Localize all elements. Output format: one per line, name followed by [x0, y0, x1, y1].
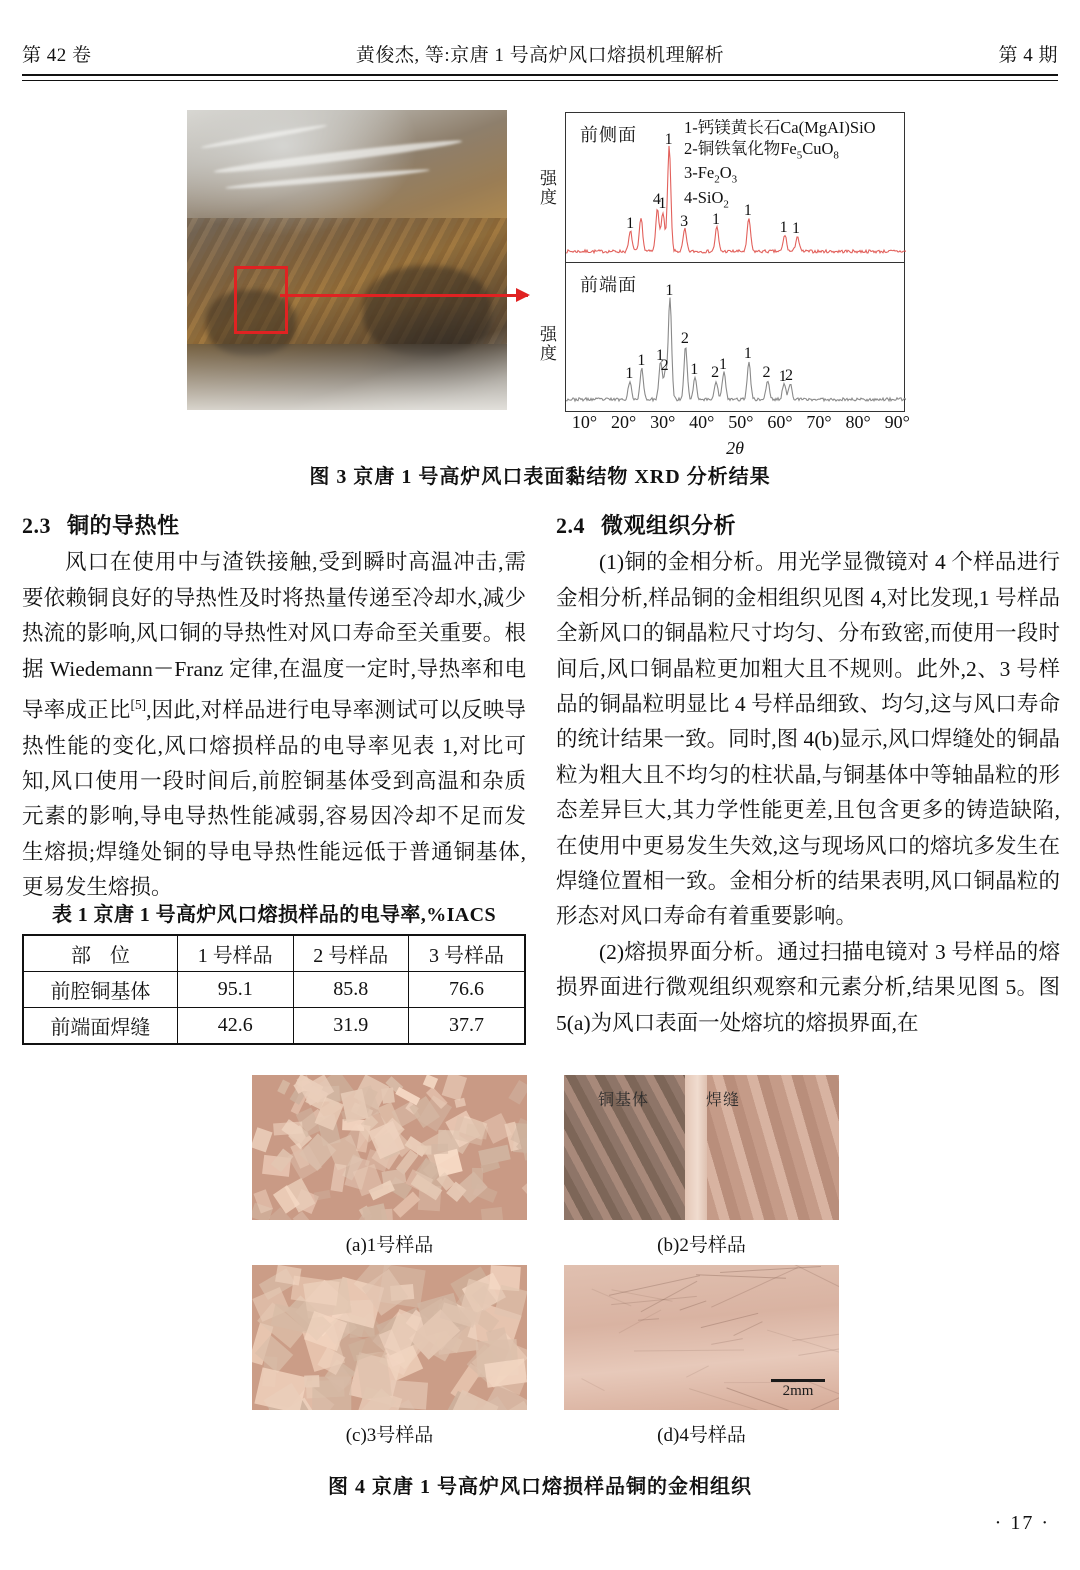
xrd-peak-label: 1 — [743, 344, 752, 362]
table-1-caption: 表 1 京唐 1 号高炉风口熔损样品的电导率,%IACS — [52, 904, 496, 926]
section-2-3-number: 2.3 — [22, 513, 51, 538]
running-head — [22, 36, 1058, 70]
xrd-peak-label: 1 — [625, 365, 634, 383]
section-2-3-title: 铜的导热性 — [67, 513, 180, 538]
running-head-issue: 第 4 期 — [998, 44, 1058, 66]
xrd-x-tick: 60° — [767, 412, 793, 432]
page-number: · 17 · — [994, 1512, 1050, 1534]
running-head-volume: 第 42 卷 — [22, 44, 92, 66]
scale-bar-label: 2mm — [782, 1383, 814, 1399]
roi-highlight-box — [234, 266, 288, 334]
xrd-peak-label: 1 — [711, 210, 720, 228]
xrd-top-y-axis-label: 强度 — [537, 169, 556, 207]
running-head-title: 黄俊杰, 等:京唐 1 号高炉风口熔损机理解析 — [355, 44, 725, 66]
figure-4 — [22, 1070, 1058, 1498]
section-2-3-paragraph — [22, 545, 526, 905]
table-row — [23, 972, 525, 1008]
xrd-x-axis-ticks — [565, 412, 910, 438]
xrd-peak-label: 2 — [711, 364, 720, 382]
xrd-peak-label: 2 — [785, 366, 793, 384]
th-part: 部 位 — [23, 935, 177, 972]
micrograph-grid — [22, 1070, 1058, 1498]
xrd-x-tick: 40° — [689, 412, 715, 432]
xrd-peak-label: 1 — [779, 218, 788, 236]
table-1 — [22, 898, 526, 1045]
callout-arrow — [280, 294, 528, 297]
xrd-peak-label: 1 — [664, 130, 673, 148]
legend-item-1: 1-钙镁黄长石Ca(MgAI)SiO — [684, 118, 876, 137]
xrd-peak-label: 1 — [658, 195, 667, 213]
micrograph-caption-d: (d)4号样品 — [657, 1425, 746, 1446]
legend-item-3: $3-Fe_2O_3$ — [684, 163, 738, 186]
xrd-x-tick: 70° — [806, 412, 832, 432]
micrograph-sample-1 — [252, 1075, 527, 1220]
td-row1-col3: 37.7 — [409, 1008, 525, 1045]
td-row0-col1: 95.1 — [177, 972, 293, 1008]
td-row1-col2: 31.9 — [293, 1008, 409, 1045]
scale-bar — [771, 1379, 825, 1400]
xrd-peak-label: 1 — [626, 215, 635, 233]
figure-3-caption: 图 3 京唐 1 号高炉风口表面黏结物 XRD 分析结果 — [309, 466, 771, 488]
citation-5: [5] — [130, 697, 147, 713]
xrd-peak-label: 1 — [791, 219, 800, 237]
xrd-peak-label: 1 — [778, 367, 787, 385]
xrd-panel-title-top: 前侧面 — [580, 125, 637, 145]
micrograph-caption-a: (a)1号样品 — [345, 1235, 434, 1256]
th-sample-1: 1 号样品 — [177, 935, 293, 972]
xrd-peak-label: 1 — [743, 202, 752, 219]
legend-item-2: 2-铜铁氧化物$Fe_5CuO_8$ — [684, 139, 839, 162]
micrograph-sample-3 — [252, 1265, 527, 1410]
conductivity-table — [22, 934, 526, 1045]
td-row0-col0: 前腔铜基体 — [23, 972, 177, 1008]
xrd-panel-front-end — [565, 262, 905, 412]
xrd-trace-top — [566, 135, 906, 263]
section-2-4-paragraph-1: (1)铜的金相分析。用光学显微镜对 4 个样品进行金相分析,样品铜的金相组织见图 4,对比发现,1 号样品全新风口的铜晶粒尺寸均匀、分布致密,而使用一段时间后,风口铜晶粒更加粗大且不规则。此外,2、3 号样品的铜晶粒明显比 4 号样品细致、均匀,这与风口寿命的统计结果一致。同时,图 4(b)显示,风口焊缝处的铜晶粒为粗大且不均匀的柱状晶,与铜基体中等轴晶粒的形态差异巨大,其力学性能更差,且包含更多的铸造缺陷,在使用中更易发生失效,这与现场风口的熔坑多发生在焊缝位置相一致。金相分析的结果表明,风口铜晶粒的形态对风口寿命有着重要影响。 — [556, 550, 1060, 929]
micrograph-caption-b: (b)2号样品 — [657, 1235, 746, 1256]
td-row0-col2: 85.8 — [293, 972, 409, 1008]
xrd-peak-label: 1 — [637, 352, 646, 370]
xrd-panel-front-side — [565, 112, 905, 263]
xrd-peak-label: 1 — [690, 361, 699, 378]
label-weld-seam: 焊缝 — [706, 1092, 741, 1109]
legend-item-4: 4-SiO$_2$ — [684, 187, 729, 211]
micrograph-sample-2 — [564, 1075, 839, 1220]
left-column — [22, 508, 526, 906]
td-row1-col0: 前端面焊缝 — [23, 1008, 177, 1045]
th-sample-2: 2 号样品 — [293, 935, 409, 972]
xrd-peak-label: 4 — [652, 191, 661, 208]
xrd-x-tick: 10° — [571, 412, 598, 432]
section-2-3-heading — [22, 508, 526, 543]
xrd-peak-label: 2 — [762, 364, 771, 382]
xrd-x-tick: 20° — [611, 412, 637, 432]
xrd-x-tick: 30° — [650, 412, 676, 432]
xrd-chart — [535, 108, 910, 458]
table-header-row — [23, 935, 525, 972]
xrd-peak-label: 1 — [656, 346, 665, 364]
xrd-peak-label: 1 — [718, 355, 727, 373]
xrd-x-axis-title: 2θ — [726, 438, 744, 458]
xrd-x-tick: 80° — [845, 412, 871, 432]
td-row0-col3: 76.6 — [409, 972, 525, 1008]
xrd-x-tick: 50° — [728, 412, 754, 432]
header-rule-thin — [22, 80, 1058, 81]
para-text-b: ,因此,对样品进行电导率测试可以反映导热性能的变化,风口熔损样品的电导率见表 1,对比可知,风口使用一段时间后,前腔铜基体受到高温和杂质元素的影响,导电导热性能减弱,容易因冷却不足而发生熔损;焊缝处铜的导电导热性能远低于普通铜基体,更易发生熔损。 — [22, 698, 526, 900]
figure-3 — [22, 108, 1058, 488]
xrd-peak-label: 2 — [660, 356, 669, 374]
right-column — [556, 508, 1060, 1041]
xrd-trace-bottom — [566, 283, 906, 411]
section-2-4-title: 微观组织分析 — [601, 513, 737, 538]
xrd-peak-label: 3 — [680, 213, 689, 230]
xrd-peak-label: 2 — [680, 330, 689, 348]
figure-4-caption: 图 4 京唐 1 号高炉风口熔损样品铜的金相组织 — [328, 1476, 752, 1498]
table-row — [23, 1008, 525, 1045]
micrograph-caption-c: (c)3号样品 — [345, 1425, 434, 1446]
xrd-x-tick: 90° — [884, 412, 910, 432]
td-row1-col1: 42.6 — [177, 1008, 293, 1045]
tuyere-photograph — [187, 110, 507, 410]
header-rule-thick — [22, 74, 1058, 76]
th-sample-3: 3 号样品 — [409, 935, 525, 972]
section-2-4-paragraph-2: (2)熔损界面分析。通过扫描电镜对 3 号样品的熔损界面进行微观组织观察和元素分析,结果见图 5。图 5(a)为风口表面一处熔坑的熔损界面,在 — [556, 939, 1060, 1035]
section-2-4-number: 2.4 — [556, 513, 585, 538]
label-copper-matrix: 铜基体 — [598, 1092, 650, 1109]
para-text-a: 风口在使用中与渣铁接触,受到瞬时高温冲击,需要依赖铜良好的导热性及时将热量传递至冷却水,减少热流的影响,风口铜的导热性对风口寿命至关重要。根据 Wiedemann－Franz 定律,在温度一定时,导热率和电导率成正比 — [22, 550, 526, 723]
xrd-panel-title-bottom: 前端面 — [580, 275, 637, 295]
xrd-bottom-y-axis-label: 强度 — [537, 325, 556, 363]
section-2-4-heading — [556, 508, 1060, 543]
micrograph-sample-4 — [564, 1265, 839, 1410]
xrd-peak-label: 1 — [665, 281, 674, 299]
